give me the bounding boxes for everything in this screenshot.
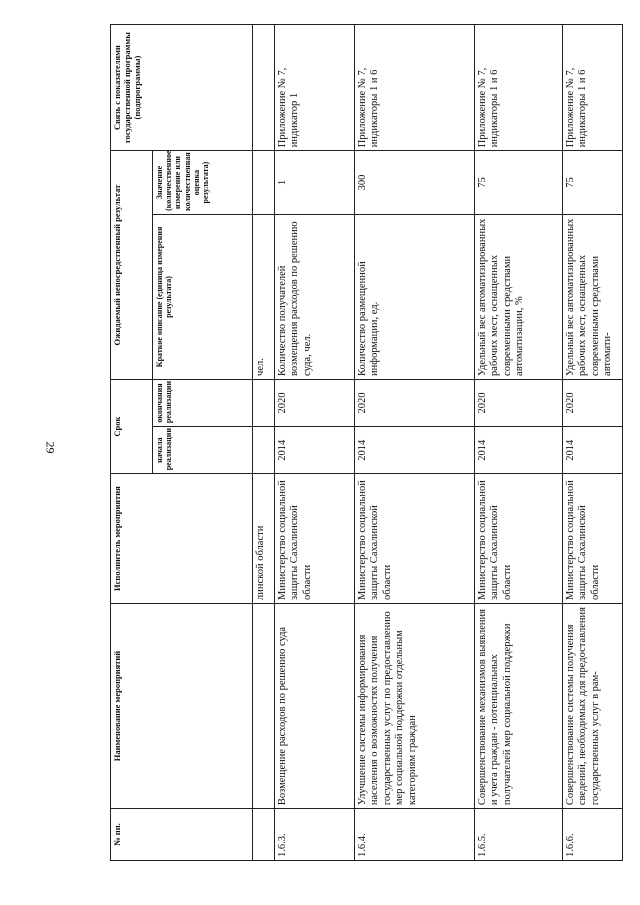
- table-row-continuation: [253, 25, 275, 861]
- row-name: Возмещение расходов по решению суда: [275, 603, 355, 808]
- row-start: 2014: [355, 427, 475, 474]
- row-start: 2014: [275, 427, 355, 474]
- row-desc: Удельный вес автоматизированных рабочих мест, оснащенных современными средствами автомати-: [563, 214, 623, 379]
- table-row: [355, 25, 475, 861]
- page-number: 29: [43, 441, 58, 454]
- continuation-desc: чел.: [253, 214, 275, 379]
- row-num: 1.6.3.: [275, 809, 355, 861]
- row-start: 2014: [475, 427, 563, 474]
- header-expected: Ожидаемый непосредственный результат: [111, 151, 153, 380]
- row-executor: Министерство социальной защиты Сахалинской области: [355, 474, 475, 604]
- table-row: [475, 25, 563, 861]
- row-name: Улучшение системы информирования населения о возможностях получения государственных услуг по предоставлению мер социальной поддержки отдельным категориям граждан: [355, 603, 475, 808]
- continuation-executor: линской области: [253, 474, 275, 604]
- header-link: Связь с показателями государственной программы (подпрограммы): [111, 25, 253, 151]
- row-num: 1.6.4.: [355, 809, 475, 861]
- row-link: Приложение № 7, индикаторы 1 и 6: [563, 25, 623, 151]
- row-value: 75: [563, 151, 623, 215]
- rotated-table-container: [110, 24, 614, 861]
- row-value: 300: [355, 151, 475, 215]
- header-expected-value: Значение (количественное измерение или количественная оценка результата): [153, 151, 253, 215]
- row-desc: Количество получателей возмещения расходов по решению суда, чел.: [275, 214, 355, 379]
- row-executor: Министерство социальной защиты Сахалинской области: [475, 474, 563, 604]
- header-num: № пп.: [111, 809, 253, 861]
- header-term-end: окончания реализации: [153, 379, 253, 426]
- header-term: Срок: [111, 379, 153, 473]
- row-link: Приложение № 7, индикаторы 1 и 6: [475, 25, 563, 151]
- header-term-start: начала реализации: [153, 427, 253, 474]
- header-executor: Исполнитель мероприятия: [111, 474, 253, 604]
- row-start: 2014: [563, 427, 623, 474]
- table-row: [275, 25, 355, 861]
- row-link: Приложение № 7, индикаторы 1 и 6: [355, 25, 475, 151]
- row-value: 1: [275, 151, 355, 215]
- row-link: Приложение № 7, индикатор 1: [275, 25, 355, 151]
- row-end: 2020: [355, 379, 475, 426]
- row-num: 1.6.5.: [475, 809, 563, 861]
- table-row: [563, 25, 623, 861]
- row-value: 75: [475, 151, 563, 215]
- row-name: Совершенствование системы получения сведений, необходимых для предоставления государственных услуг в рам-: [563, 603, 623, 808]
- row-executor: Министерство социальной защиты Сахалинской области: [275, 474, 355, 604]
- measures-table: [110, 24, 623, 861]
- row-name: Совершенствование механизмов выявления и учета граждан - потенциальных получателей мер социальной поддержки: [475, 603, 563, 808]
- row-end: 2020: [475, 379, 563, 426]
- row-desc: Удельный вес автоматизированных рабочих мест, оснащенных современными средствами автоматизации, %: [475, 214, 563, 379]
- row-desc: Количество размещенной информации, ед.: [355, 214, 475, 379]
- header-name: Наименование мероприятий: [111, 603, 253, 808]
- header-expected-desc: Краткое описание (единица измерения результата): [153, 214, 253, 379]
- row-num: 1.6.6.: [563, 809, 623, 861]
- row-end: 2020: [275, 379, 355, 426]
- row-end: 2020: [563, 379, 623, 426]
- row-executor: Министерство социальной защиты Сахалинской области: [563, 474, 623, 604]
